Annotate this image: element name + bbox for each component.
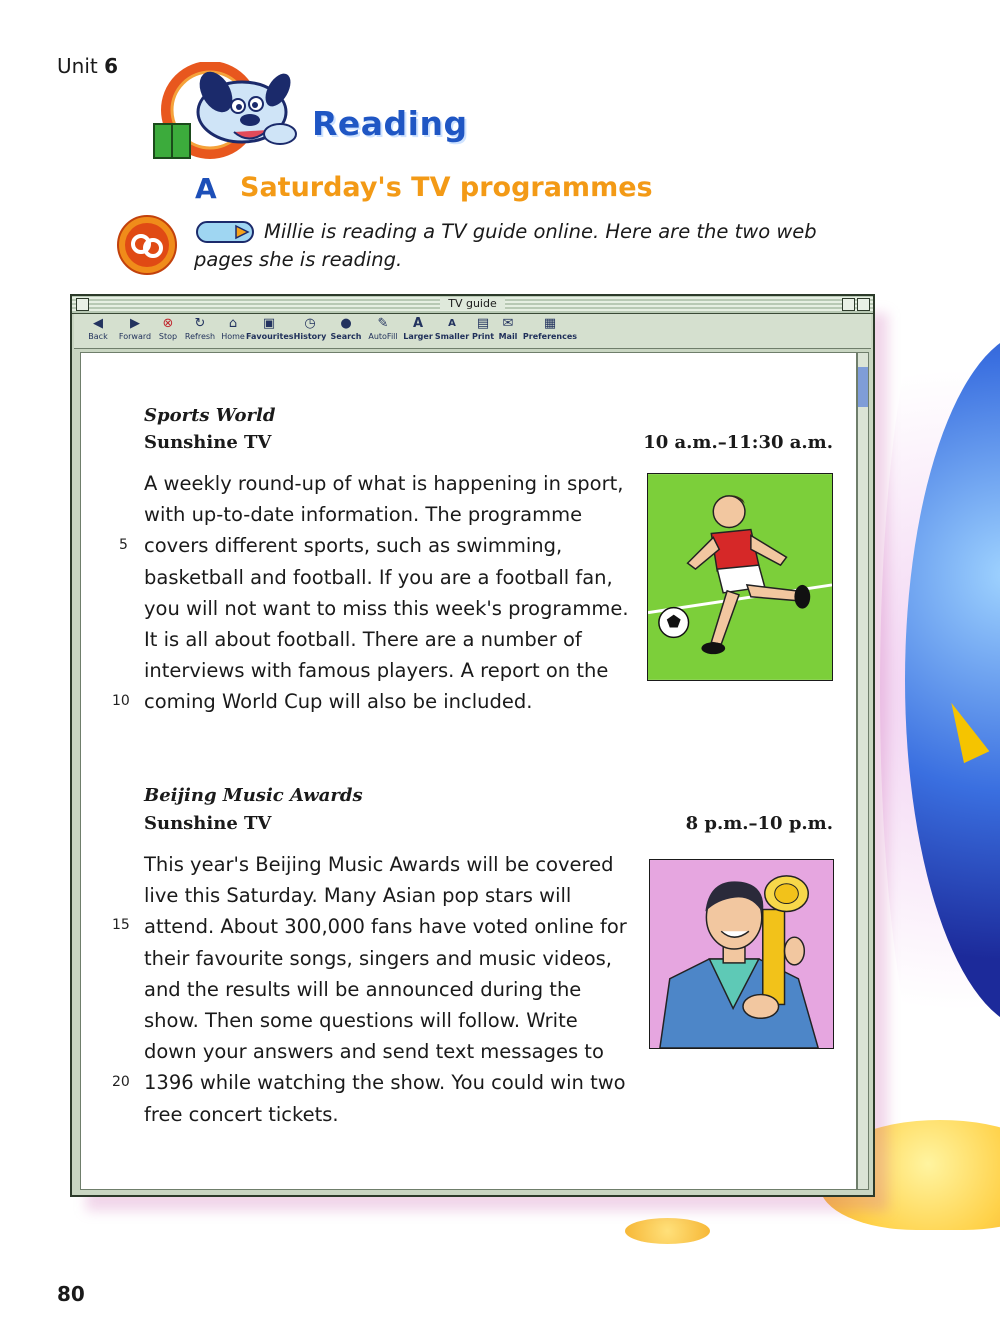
toolbar-favourites-button[interactable]: ▣ Favourites [246,316,294,341]
text-line: free concert tickets. [144,1102,339,1126]
toolbar-smaller-button[interactable]: A Smaller [434,318,470,341]
window-titlebar[interactable] [72,296,873,314]
text-line: with up-to-date information. The programme [144,503,583,527]
text-line: and the results will be announced during the [144,977,582,1001]
line-number: 15 [112,917,130,933]
browser-toolbar [74,314,871,349]
music-award-winner-illustration [649,859,834,1049]
dog-mascot-icon [150,62,310,167]
stop-icon: ⊗ [162,316,174,331]
text-line: This year's Beijing Music Awards will be covered [144,853,614,876]
toolbar-history-button[interactable]: ◷ History [293,316,327,341]
programme-description [144,849,644,1130]
text-line: you will not want to miss this week's programme. [144,596,629,620]
text-line: interviews with famous players. A report on the [144,659,609,683]
programme-time: 8 p.m.–10 p.m. [685,813,833,834]
unit-label: Unit 6 [57,54,118,78]
toolbar-home-button[interactable]: ⌂ Home [218,316,248,341]
toolbar-stop-button[interactable]: ⊗ Stop [154,316,182,341]
back-icon: ◀ [93,316,103,331]
history-icon: ◷ [304,316,316,331]
text-line: basketball and football. If you are a football fan, [144,565,613,589]
section-letter: A [195,172,217,205]
audio-cd-icon[interactable] [116,214,178,276]
toolbar-mail-button[interactable]: ✉ Mail [496,316,520,341]
text-line: covers different sports, such as swimming, [144,534,563,558]
web-page-content [80,352,857,1190]
home-icon: ⌂ [228,316,238,331]
text-line: down your answers and send text messages to [144,1040,604,1064]
line-number: 5 [119,537,128,553]
scrollbar-thumb[interactable] [858,367,868,407]
vertical-scrollbar[interactable] [857,352,869,1190]
text-line: coming World Cup will also be included. [144,690,533,714]
decorative-yellow-drop [625,1218,710,1244]
mail-icon: ✉ [502,316,514,331]
page-number: 80 [57,1282,85,1306]
text-line: 1396 while watching the show. You could win two [144,1071,626,1095]
toolbar-autofill-button[interactable]: ✎ AutoFill [364,316,402,341]
collapse-box-icon[interactable] [857,298,870,311]
section-heading: Reading [312,104,468,143]
forward-icon: ▶ [130,316,140,331]
smaller-icon: A [448,318,456,329]
search-icon: ● [340,316,352,331]
toolbar-preferences-button[interactable]: ▦ Preferences [520,316,580,341]
text-line: live this Saturday. Many Asian pop stars will [144,884,572,908]
zoom-box-icon[interactable] [842,298,855,311]
toolbar-larger-button[interactable]: A Larger [403,316,433,341]
larger-icon: A [412,316,424,331]
window-title: TV guide [440,297,505,310]
football-player-illustration [647,473,833,681]
toolbar-print-button[interactable]: ▤ Print [471,316,495,341]
text-line: It is all about football. There are a number of [144,628,582,652]
autofill-icon: ✎ [377,316,389,331]
line-number: 10 [112,693,130,709]
toolbar-back-button[interactable]: ◀ Back [82,316,114,341]
favourites-icon: ▣ [262,316,276,331]
browser-window [70,294,875,1197]
text-line: their favourite songs, singers and music videos, [144,946,612,970]
refresh-icon: ↻ [194,316,206,331]
text-line: A weekly round-up of what is happening in sport, [144,472,624,495]
text-line: show. Then some questions will follow. Write [144,1009,578,1033]
programme-channel: Sunshine TV [144,432,272,453]
toolbar-search-button[interactable]: ● Search [328,316,364,341]
programme-name: Beijing Music Awards [144,785,363,806]
text-line: attend. About 300,000 fans have voted online for [144,915,627,939]
section-title: Saturday's TV programmes [240,172,653,203]
programme-description [144,468,644,718]
unit-number: 6 [104,54,118,78]
programme-name: Sports World [144,405,276,426]
programme-time: 10 a.m.–11:30 a.m. [643,432,833,453]
intro-text: Millie is reading a TV guide online. Here are the two web pages she is reading. [194,220,817,271]
programme-channel: Sunshine TV [144,813,272,834]
line-number: 20 [112,1074,130,1090]
toolbar-refresh-button[interactable]: ↻ Refresh [182,316,218,341]
toolbar-forward-button[interactable]: ▶ Forward [114,316,156,341]
preferences-icon: ▦ [543,316,557,331]
print-icon: ▤ [476,316,490,331]
